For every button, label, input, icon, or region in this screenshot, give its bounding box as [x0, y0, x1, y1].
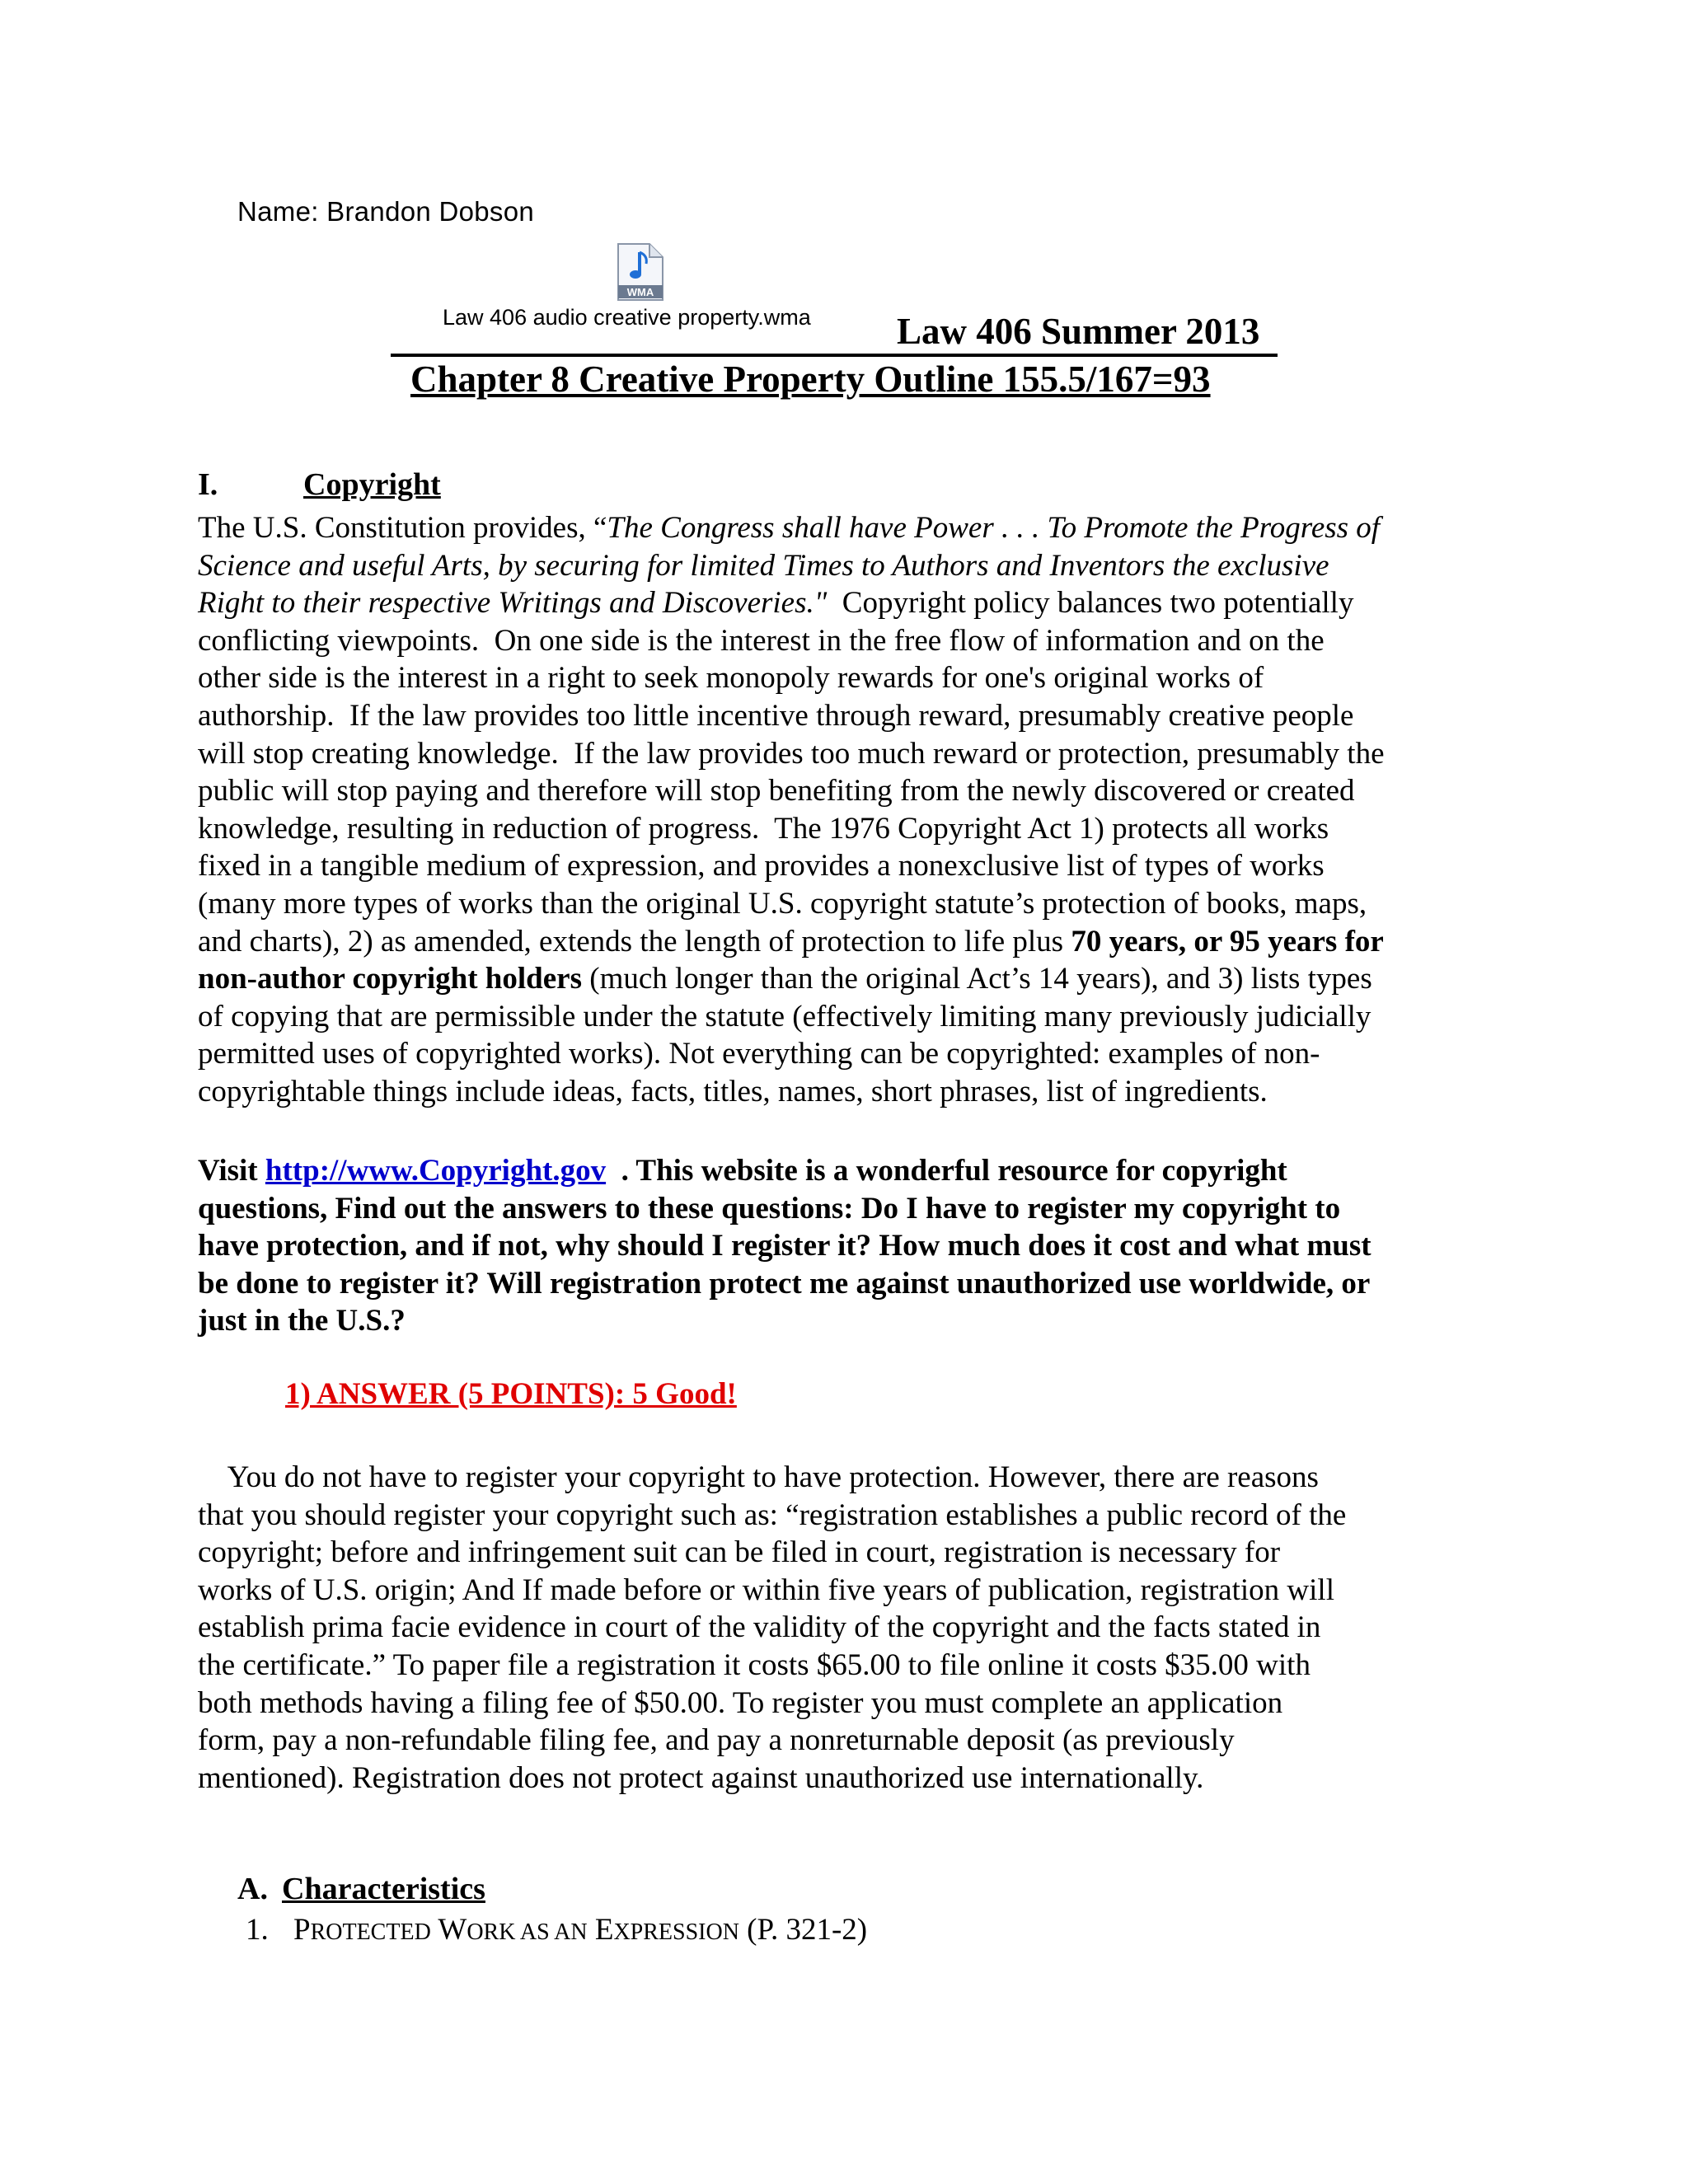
answer-line: form, pay a non-refundable filing fee, and pay a nonreturnable deposit (as previously: [198, 1723, 1235, 1758]
answer-line: establish prima facie evidence in court of the validity of the copyright and the facts stated in: [198, 1610, 1321, 1645]
answer-line: You do not have to register your copyright to have protection. However, there are reasons: [198, 1460, 1319, 1494]
wma-audio-file-icon[interactable]: [613, 242, 666, 302]
copyright-paragraph-text: public will stop paying and therefore will stop benefiting from the newly discovered or created: [198, 774, 1355, 808]
copyright-paragraph-text: and charts), 2) as amended, extends the length of protection to life plus: [198, 924, 1071, 958]
copyright-paragraph-line: [198, 810, 1493, 848]
copyright-paragraph-text: (many more types of works than the original U.S. copyright statute’s protection of books, maps,: [198, 886, 1367, 921]
answer-line: works of U.S. origin; And If made before or within five years of publication, registration will: [198, 1572, 1334, 1607]
copyright-paragraph-line: [198, 1035, 1493, 1073]
list-item-title-text: (P. 321-2): [738, 1913, 868, 1947]
copyright-paragraph: [198, 509, 1493, 1111]
list-item-title: [293, 1912, 867, 1947]
copyright-paragraph-line: [198, 885, 1493, 923]
answer-line: both methods having a filing fee of $50.00. To register you must complete an application: [198, 1685, 1283, 1720]
visit-paragraph-line: [198, 1152, 1493, 1190]
visit-paragraph-text: questions, Find out the answers to these questions: Do I have to register my copyright to: [198, 1191, 1341, 1226]
copyright-paragraph-line: [198, 697, 1493, 735]
copyright-paragraph-text: fixed in a tangible medium of expression, and provides a nonexclusive list of types of works: [198, 849, 1325, 883]
copyright-paragraph-text: other side is the interest in a right to seek monopoly rewards for one's original works of: [198, 661, 1264, 696]
answer-line: the certificate.” To paper file a registration it costs $65.00 to file online it costs $35.00 with: [198, 1647, 1311, 1682]
list-item-title-text: XPRESSION: [613, 1919, 739, 1945]
visit-paragraph-text: be done to register it? Will registration protect me against unauthorized use worldwide, or: [198, 1266, 1371, 1301]
answer-line: that you should register your copyright such as: “registration establishes a public record of the: [198, 1497, 1347, 1532]
copyright-paragraph-text: permitted uses of copyrighted works). Not everything can be copyrighted: examples of non-: [198, 1037, 1320, 1071]
copyright-paragraph-text: The Congress shall have Power . . . To Promote the Progress of: [607, 511, 1381, 545]
section-title: Copyright: [303, 467, 441, 502]
visit-question-paragraph: [198, 1152, 1493, 1340]
visit-paragraph-text: . This website is a wonderful resource for copyright: [606, 1154, 1287, 1188]
chapter-title: Chapter 8 Creative Property Outline 155.5/167=93: [410, 359, 1211, 400]
student-name: Name: Brandon Dobson: [237, 196, 535, 227]
svg-text:WMA: WMA: [626, 286, 654, 298]
copyright-paragraph-line: [198, 923, 1493, 961]
copyright-paragraph-text: Right to their respective Writings and Discoveries.": [198, 586, 828, 621]
copyright-paragraph-text: of copying that are permissible under the statute (effectively limiting many previously judicially: [198, 999, 1372, 1033]
visit-paragraph-text: just in the U.S.?: [198, 1304, 406, 1338]
answer-label: 1) ANSWER (5 POINTS): 5 Good!: [285, 1377, 737, 1411]
copyright-paragraph-text: conflicting viewpoints. On one side is the interest in the free flow of information and on the: [198, 623, 1325, 658]
list-item-title-text: P: [293, 1913, 311, 1947]
list-item-number: 1.: [246, 1913, 269, 1947]
subsection-label: A.: [237, 1872, 268, 1906]
copyright-paragraph-line: [198, 659, 1493, 697]
copyright-paragraph-line: [198, 622, 1493, 660]
list-item-title-text: W: [430, 1913, 467, 1947]
copyright-gov-link[interactable]: http://www.Copyright.gov: [265, 1154, 607, 1188]
copyright-paragraph-text: (much longer than the original Act’s 14 years), and 3) lists types: [582, 962, 1372, 996]
copyright-paragraph-line: [198, 772, 1493, 810]
answer-paragraph: [198, 1459, 1493, 1797]
copyright-paragraph-text: authorship. If the law provides too little incentive through reward, presumably creative people: [198, 698, 1354, 733]
copyright-paragraph-text: copyrightable things include ideas, facts, titles, names, short phrases, list of ingredients.: [198, 1074, 1268, 1108]
visit-paragraph-line: [198, 1227, 1493, 1265]
copyright-paragraph-text: non-author copyright holders: [198, 962, 582, 996]
list-item-title-text: ORK AS AN: [467, 1919, 588, 1945]
copyright-paragraph-line: [198, 847, 1493, 885]
copyright-paragraph-line: [198, 998, 1493, 1036]
section-number: I.: [198, 467, 218, 502]
answer-line: mentioned). Registration does not protect against unauthorized use internationally.: [198, 1760, 1204, 1795]
copyright-paragraph-line: [198, 509, 1493, 547]
course-title: Law 406 Summer 2013: [897, 311, 1260, 352]
copyright-paragraph-text: will stop creating knowledge. If the law provides too much reward or protection, presumably the: [198, 736, 1385, 771]
visit-paragraph-text: have protection, and if not, why should I register it? How much does it cost and what must: [198, 1229, 1372, 1263]
visit-paragraph-line: [198, 1302, 1493, 1340]
copyright-paragraph-line: [198, 584, 1493, 622]
copyright-paragraph-line: [198, 547, 1493, 585]
visit-paragraph-line: [198, 1190, 1493, 1228]
copyright-paragraph-text: Science and useful Arts, by securing for limited Times to Authors and Inventors the exclusive: [198, 548, 1329, 583]
visit-paragraph-line: [198, 1265, 1493, 1303]
header-rule: [391, 354, 1278, 357]
list-item-title-text: E: [587, 1913, 614, 1947]
copyright-paragraph-line: [198, 960, 1493, 998]
copyright-paragraph-text: Copyright policy balances two potentially: [827, 586, 1354, 621]
copyright-paragraph-text: 70 years, or 95 years for: [1071, 924, 1384, 958]
list-item-title-text: ROTECTED: [310, 1919, 431, 1945]
answer-line: copyright; before and infringement suit can be filed in court, registration is necessary for: [198, 1535, 1281, 1570]
visit-paragraph-text: Visit: [198, 1154, 265, 1188]
copyright-paragraph-text: knowledge, resulting in reduction of progress. The 1976 Copyright Act 1) protects all works: [198, 811, 1329, 846]
copyright-paragraph-line: [198, 735, 1493, 773]
attachment-caption[interactable]: Law 406 audio creative property.wma: [443, 305, 811, 330]
copyright-paragraph-text: The U.S. Constitution provides, “: [198, 511, 607, 545]
copyright-paragraph-line: [198, 1073, 1493, 1111]
subsection-title: Characteristics: [282, 1872, 485, 1906]
